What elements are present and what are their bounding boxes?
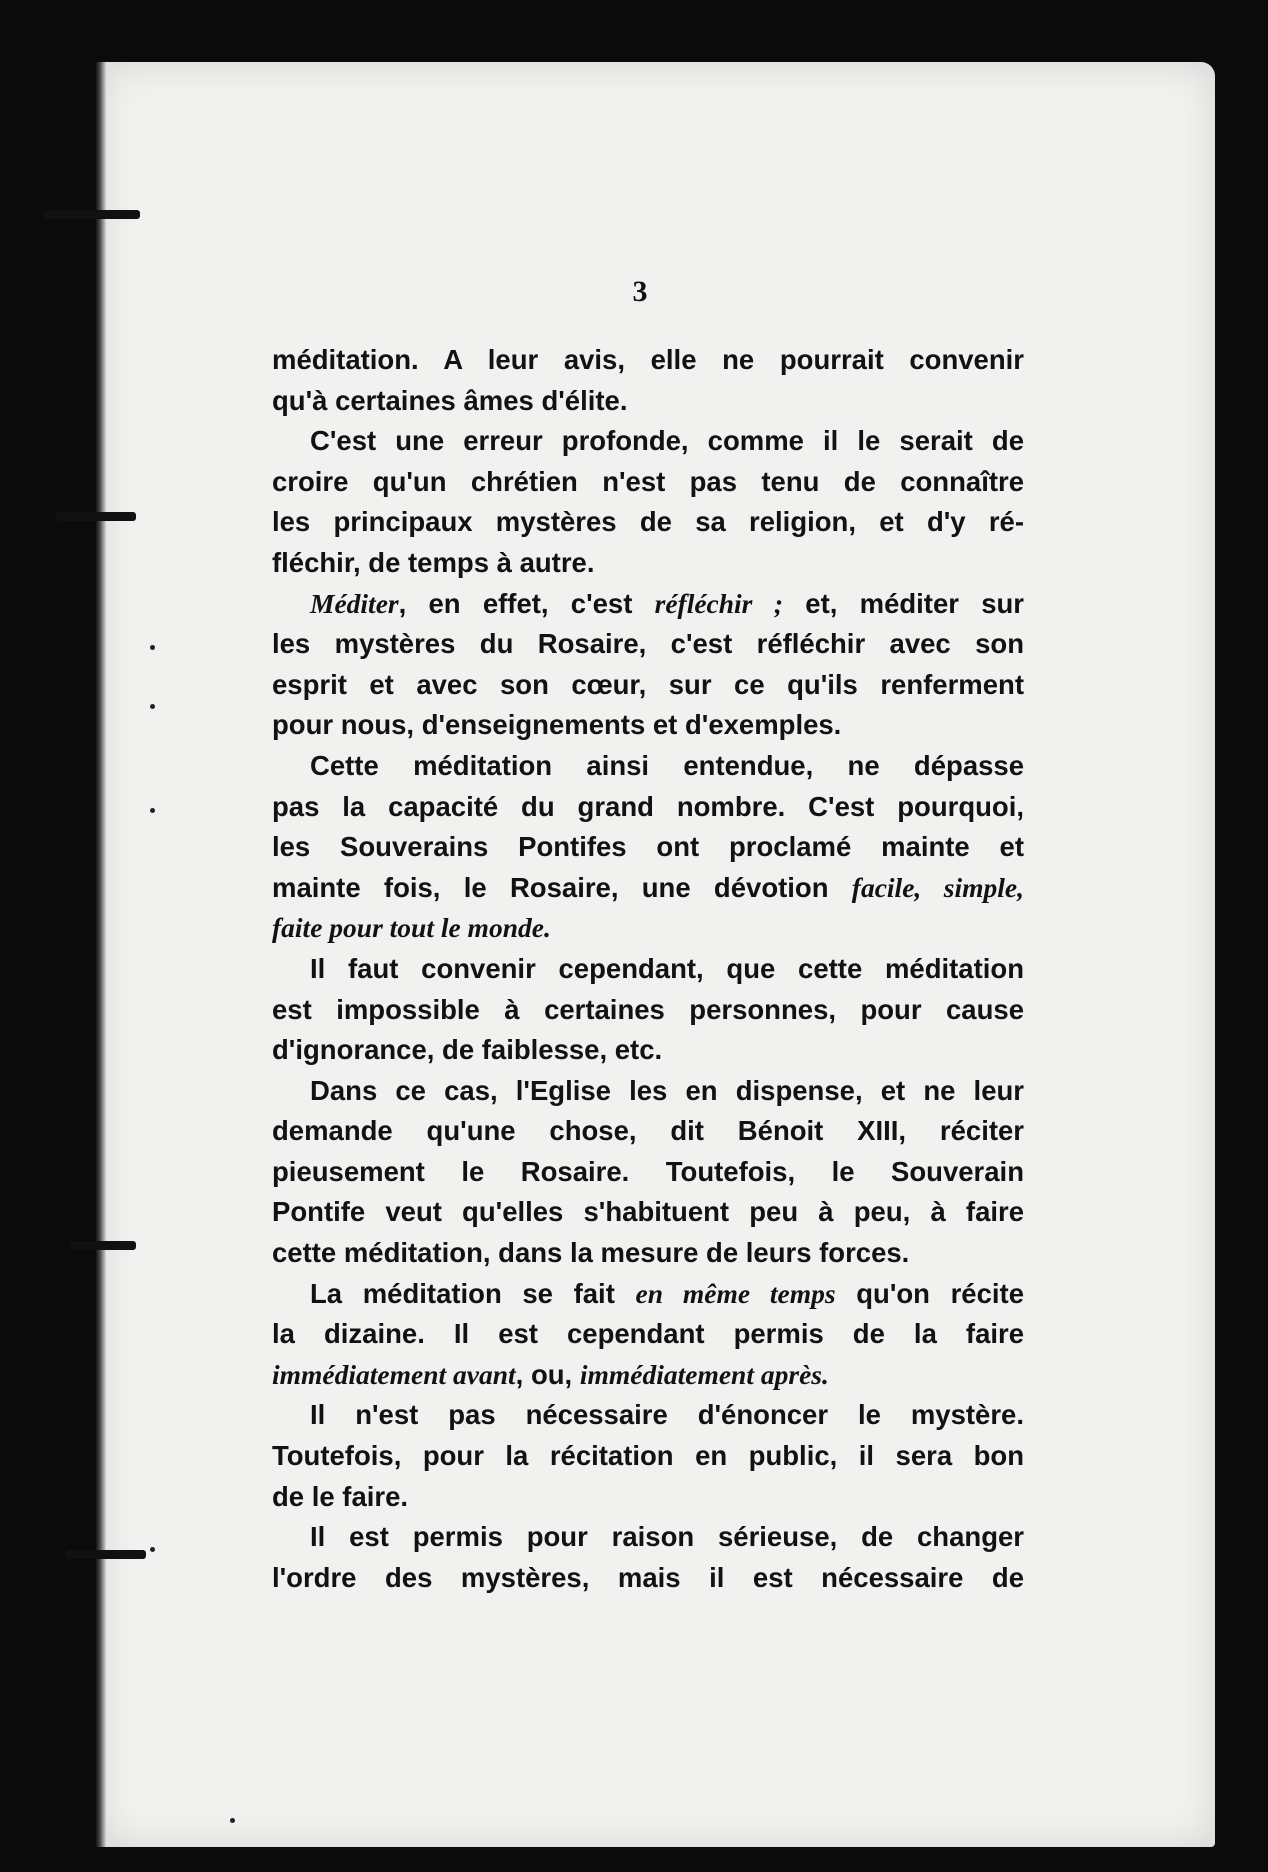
text-line xyxy=(272,1152,1024,1193)
margin-speck xyxy=(150,704,155,709)
text-line xyxy=(272,340,1024,381)
italic-text-segment: immédiatement après. xyxy=(579,1358,829,1390)
text-segment: pieusement le Rosaire. Toutefois, le Souverain xyxy=(272,1155,1024,1187)
italic-text-segment: en même temps xyxy=(635,1277,836,1309)
text-line xyxy=(272,1436,1024,1477)
text-segment: et, méditer sur xyxy=(783,587,1024,619)
text-line xyxy=(272,949,1024,990)
text-line xyxy=(272,1030,1024,1071)
margin-speck xyxy=(230,1818,235,1823)
text-line xyxy=(272,1355,1024,1396)
text-line xyxy=(272,543,1024,584)
italic-text-segment: faite pour tout le monde. xyxy=(272,912,551,944)
text-line xyxy=(272,1314,1024,1355)
text-line xyxy=(272,502,1024,543)
text-segment: , ou, xyxy=(515,1358,580,1390)
text-segment: les principaux mystères de sa religion, et d'y ré- xyxy=(272,506,1024,538)
margin-speck xyxy=(150,645,155,650)
margin-speck xyxy=(150,808,155,813)
page-number: 3 xyxy=(632,275,648,308)
body-text xyxy=(272,340,1024,1598)
text-segment: Il n'est pas nécessaire d'énoncer le mystère. xyxy=(310,1399,1024,1431)
margin-speck xyxy=(150,1547,155,1552)
text-line xyxy=(272,908,1024,949)
text-segment: pas la capacité du grand nombre. C'est pourquoi, xyxy=(272,790,1024,822)
binding-stitch-mark xyxy=(70,1241,136,1250)
text-segment: esprit et avec son cœur, sur ce qu'ils renferment xyxy=(272,668,1024,700)
text-line xyxy=(272,1274,1024,1315)
binding-stitch-mark xyxy=(66,1550,146,1559)
text-segment: de le faire. xyxy=(272,1480,409,1512)
text-segment: les mystères du Rosaire, c'est réfléchir avec son xyxy=(272,628,1024,660)
text-segment: Dans ce cas, l'Eglise les en dispense, et ne leur xyxy=(310,1074,1024,1106)
text-segment: pour nous, d'enseignements et d'exemples. xyxy=(272,709,842,741)
page-binding-edge xyxy=(96,62,106,1847)
binding-stitch-mark xyxy=(44,210,140,219)
text-line xyxy=(272,624,1024,665)
text-segment: Toutefois, pour la récitation en public, il sera bon xyxy=(272,1440,1024,1472)
text-line xyxy=(272,868,1024,909)
text-segment: qu'à certaines âmes d'élite. xyxy=(272,384,628,416)
text-segment: les Souverains Pontifes ont proclamé mainte et xyxy=(272,831,1024,863)
italic-text-segment: immédiatement avant xyxy=(272,1358,516,1390)
text-segment: d'ignorance, de faiblesse, etc. xyxy=(272,1034,663,1066)
text-line xyxy=(272,1477,1024,1518)
text-line xyxy=(272,1558,1024,1599)
text-segment: Cette méditation ainsi entendue, ne dépasse xyxy=(310,749,1024,781)
text-segment: Il faut convenir cependant, que cette méditation xyxy=(310,952,1024,984)
text-line xyxy=(272,827,1024,868)
text-line xyxy=(272,1192,1024,1233)
binding-stitch-mark xyxy=(56,512,136,521)
text-line xyxy=(272,584,1024,625)
text-line xyxy=(272,421,1024,462)
text-segment: demande qu'une chose, dit Bénoit XIII, réciter xyxy=(272,1115,1024,1147)
text-segment: croire qu'un chrétien n'est pas tenu de connaître xyxy=(272,465,1024,497)
text-segment: la dizaine. Il est cependant permis de la faire xyxy=(272,1318,1024,1350)
text-line xyxy=(272,1111,1024,1152)
text-line xyxy=(272,665,1024,706)
text-line xyxy=(272,1517,1024,1558)
text-segment: cette méditation, dans la mesure de leurs forces. xyxy=(272,1237,910,1269)
text-segment: fléchir, de temps à autre. xyxy=(272,546,595,578)
text-line xyxy=(272,746,1024,787)
text-segment: l'ordre des mystères, mais il est nécessaire de xyxy=(272,1561,1024,1593)
italic-text-segment: facile, simple, xyxy=(851,871,1024,903)
text-line xyxy=(272,1395,1024,1436)
text-line xyxy=(272,381,1024,422)
text-segment: La méditation se fait xyxy=(310,1277,636,1309)
text-segment: méditation. A leur avis, elle ne pourrait convenir xyxy=(272,344,1024,375)
text-segment: Il est permis pour raison sérieuse, de changer xyxy=(310,1521,1024,1553)
text-line xyxy=(272,1071,1024,1112)
text-segment: C'est une erreur profonde, comme il le serait de xyxy=(310,425,1024,457)
text-segment: mainte fois, le Rosaire, une dévotion xyxy=(272,871,852,903)
text-line xyxy=(272,1233,1024,1274)
text-segment: est impossible à certaines personnes, pour cause xyxy=(272,993,1024,1025)
text-line xyxy=(272,705,1024,746)
italic-text-segment: Méditer xyxy=(310,587,399,619)
text-line xyxy=(272,990,1024,1031)
text-line xyxy=(272,787,1024,828)
text-segment: qu'on récite xyxy=(835,1277,1024,1309)
text-segment: Pontife veut qu'elles s'habituent peu à peu, à faire xyxy=(272,1196,1024,1228)
italic-text-segment: réfléchir ; xyxy=(654,587,784,619)
text-line xyxy=(272,462,1024,503)
text-segment: , en effet, c'est xyxy=(398,587,655,619)
